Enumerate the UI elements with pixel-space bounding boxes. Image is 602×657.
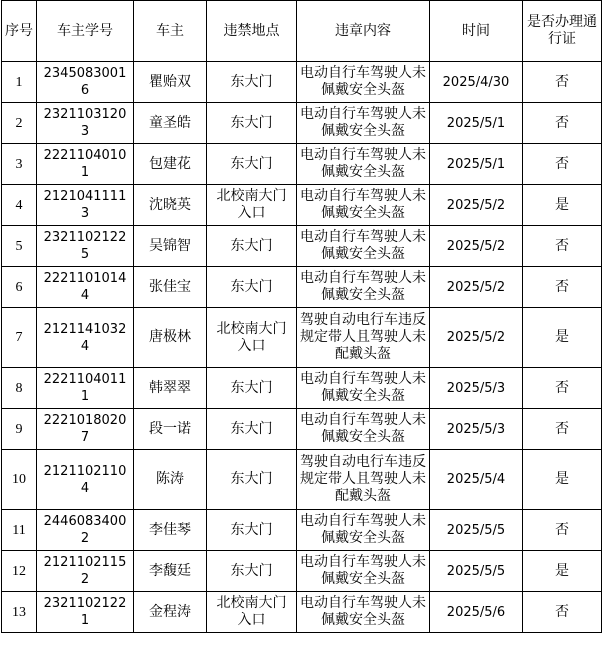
table-header xyxy=(2,1,602,62)
cell-student-id: 23211021225 xyxy=(37,226,134,267)
cell-student-id: 22211040111 xyxy=(37,368,134,409)
cell-owner: 包建花 xyxy=(134,144,207,185)
table-row xyxy=(2,226,602,267)
cell-pass-applied: 否 xyxy=(523,409,602,450)
table-row xyxy=(2,103,602,144)
cell-student-id: 22211040101 xyxy=(37,144,134,185)
cell-index: 9 xyxy=(2,409,37,450)
cell-violation: 驾驶自动电行车违反规定带人且驾驶人未配戴头盔 xyxy=(297,308,430,368)
cell-owner: 陈涛 xyxy=(134,450,207,510)
cell-index: 10 xyxy=(2,450,37,510)
cell-time: 2025/5/2 xyxy=(430,185,523,226)
cell-owner: 童圣皓 xyxy=(134,103,207,144)
table-row xyxy=(2,144,602,185)
cell-location: 东大门 xyxy=(207,226,297,267)
cell-owner: 唐极林 xyxy=(134,308,207,368)
header-student-id: 车主学号 xyxy=(37,1,134,62)
table-row xyxy=(2,185,602,226)
cell-violation: 电动自行车驾驶人未佩戴安全头盔 xyxy=(297,185,430,226)
cell-location: 东大门 xyxy=(207,551,297,592)
header-violation: 违章内容 xyxy=(297,1,430,62)
cell-index: 3 xyxy=(2,144,37,185)
cell-owner: 李佳琴 xyxy=(134,510,207,551)
cell-time: 2025/5/2 xyxy=(430,226,523,267)
table-row xyxy=(2,368,602,409)
cell-pass-applied: 否 xyxy=(523,103,602,144)
cell-pass-applied: 否 xyxy=(523,368,602,409)
cell-index: 4 xyxy=(2,185,37,226)
cell-time: 2025/5/6 xyxy=(430,592,523,633)
cell-index: 6 xyxy=(2,267,37,308)
table-row xyxy=(2,592,602,633)
cell-student-id: 22210180207 xyxy=(37,409,134,450)
header-pass-applied: 是否办理通行证 xyxy=(523,1,602,62)
cell-time: 2025/5/1 xyxy=(430,144,523,185)
cell-time: 2025/5/4 xyxy=(430,450,523,510)
cell-time: 2025/5/2 xyxy=(430,308,523,368)
cell-pass-applied: 否 xyxy=(523,226,602,267)
header-location: 违禁地点 xyxy=(207,1,297,62)
cell-index: 11 xyxy=(2,510,37,551)
cell-violation: 电动自行车驾驶人未佩戴安全头盔 xyxy=(297,368,430,409)
cell-owner: 金程涛 xyxy=(134,592,207,633)
cell-index: 12 xyxy=(2,551,37,592)
cell-pass-applied: 是 xyxy=(523,551,602,592)
header-time: 时间 xyxy=(430,1,523,62)
cell-student-id: 23450830016 xyxy=(37,62,134,103)
cell-pass-applied: 否 xyxy=(523,267,602,308)
cell-violation: 电动自行车驾驶人未佩戴安全头盔 xyxy=(297,226,430,267)
cell-pass-applied: 否 xyxy=(523,144,602,185)
table-row xyxy=(2,62,602,103)
cell-index: 2 xyxy=(2,103,37,144)
cell-student-id: 22211010144 xyxy=(37,267,134,308)
cell-index: 7 xyxy=(2,308,37,368)
header-owner: 车主 xyxy=(134,1,207,62)
cell-pass-applied: 否 xyxy=(523,592,602,633)
cell-owner: 张佳宝 xyxy=(134,267,207,308)
table-row xyxy=(2,510,602,551)
cell-time: 2025/5/3 xyxy=(430,368,523,409)
cell-time: 2025/5/2 xyxy=(430,267,523,308)
cell-owner: 吴锦智 xyxy=(134,226,207,267)
header-row xyxy=(2,1,602,62)
table-row xyxy=(2,267,602,308)
cell-student-id: 21211021104 xyxy=(37,450,134,510)
cell-location: 北校南大门入口 xyxy=(207,592,297,633)
cell-student-id: 24460834002 xyxy=(37,510,134,551)
cell-pass-applied: 是 xyxy=(523,450,602,510)
table-row xyxy=(2,409,602,450)
cell-location: 东大门 xyxy=(207,103,297,144)
cell-owner: 瞿贻双 xyxy=(134,62,207,103)
cell-violation: 电动自行车驾驶人未佩戴安全头盔 xyxy=(297,103,430,144)
cell-time: 2025/5/5 xyxy=(430,551,523,592)
cell-owner: 李馥廷 xyxy=(134,551,207,592)
cell-student-id: 21211021152 xyxy=(37,551,134,592)
cell-student-id: 21211410324 xyxy=(37,308,134,368)
table-body xyxy=(2,62,602,633)
cell-pass-applied: 是 xyxy=(523,308,602,368)
table-row xyxy=(2,450,602,510)
cell-index: 13 xyxy=(2,592,37,633)
cell-index: 1 xyxy=(2,62,37,103)
cell-student-id: 23211021221 xyxy=(37,592,134,633)
header-index: 序号 xyxy=(2,1,37,62)
cell-owner: 沈晓英 xyxy=(134,185,207,226)
cell-location: 东大门 xyxy=(207,510,297,551)
cell-pass-applied: 否 xyxy=(523,62,602,103)
cell-violation: 电动自行车驾驶人未佩戴安全头盔 xyxy=(297,551,430,592)
table-row xyxy=(2,551,602,592)
cell-owner: 韩翠翠 xyxy=(134,368,207,409)
cell-index: 5 xyxy=(2,226,37,267)
cell-student-id: 23211031203 xyxy=(37,103,134,144)
cell-location: 东大门 xyxy=(207,409,297,450)
cell-location: 东大门 xyxy=(207,62,297,103)
cell-violation: 电动自行车驾驶人未佩戴安全头盔 xyxy=(297,267,430,308)
cell-violation: 驾驶自动电行车违反规定带人且驾驶人未配戴头盔 xyxy=(297,450,430,510)
cell-location: 东大门 xyxy=(207,267,297,308)
cell-pass-applied: 是 xyxy=(523,185,602,226)
cell-time: 2025/4/30 xyxy=(430,62,523,103)
cell-violation: 电动自行车驾驶人未佩戴安全头盔 xyxy=(297,409,430,450)
cell-location: 东大门 xyxy=(207,144,297,185)
cell-violation: 电动自行车驾驶人未佩戴安全头盔 xyxy=(297,62,430,103)
cell-violation: 电动自行车驾驶人未佩戴安全头盔 xyxy=(297,510,430,551)
table-row xyxy=(2,308,602,368)
cell-pass-applied: 否 xyxy=(523,510,602,551)
cell-location: 北校南大门入口 xyxy=(207,308,297,368)
cell-violation: 电动自行车驾驶人未佩戴安全头盔 xyxy=(297,144,430,185)
cell-student-id: 21210411113 xyxy=(37,185,134,226)
cell-location: 北校南大门入口 xyxy=(207,185,297,226)
cell-time: 2025/5/1 xyxy=(430,103,523,144)
cell-time: 2025/5/3 xyxy=(430,409,523,450)
cell-location: 东大门 xyxy=(207,450,297,510)
cell-time: 2025/5/5 xyxy=(430,510,523,551)
cell-violation: 电动自行车驾驶人未佩戴安全头盔 xyxy=(297,592,430,633)
cell-index: 8 xyxy=(2,368,37,409)
cell-location: 东大门 xyxy=(207,368,297,409)
violations-table xyxy=(1,0,602,633)
cell-owner: 段一诺 xyxy=(134,409,207,450)
